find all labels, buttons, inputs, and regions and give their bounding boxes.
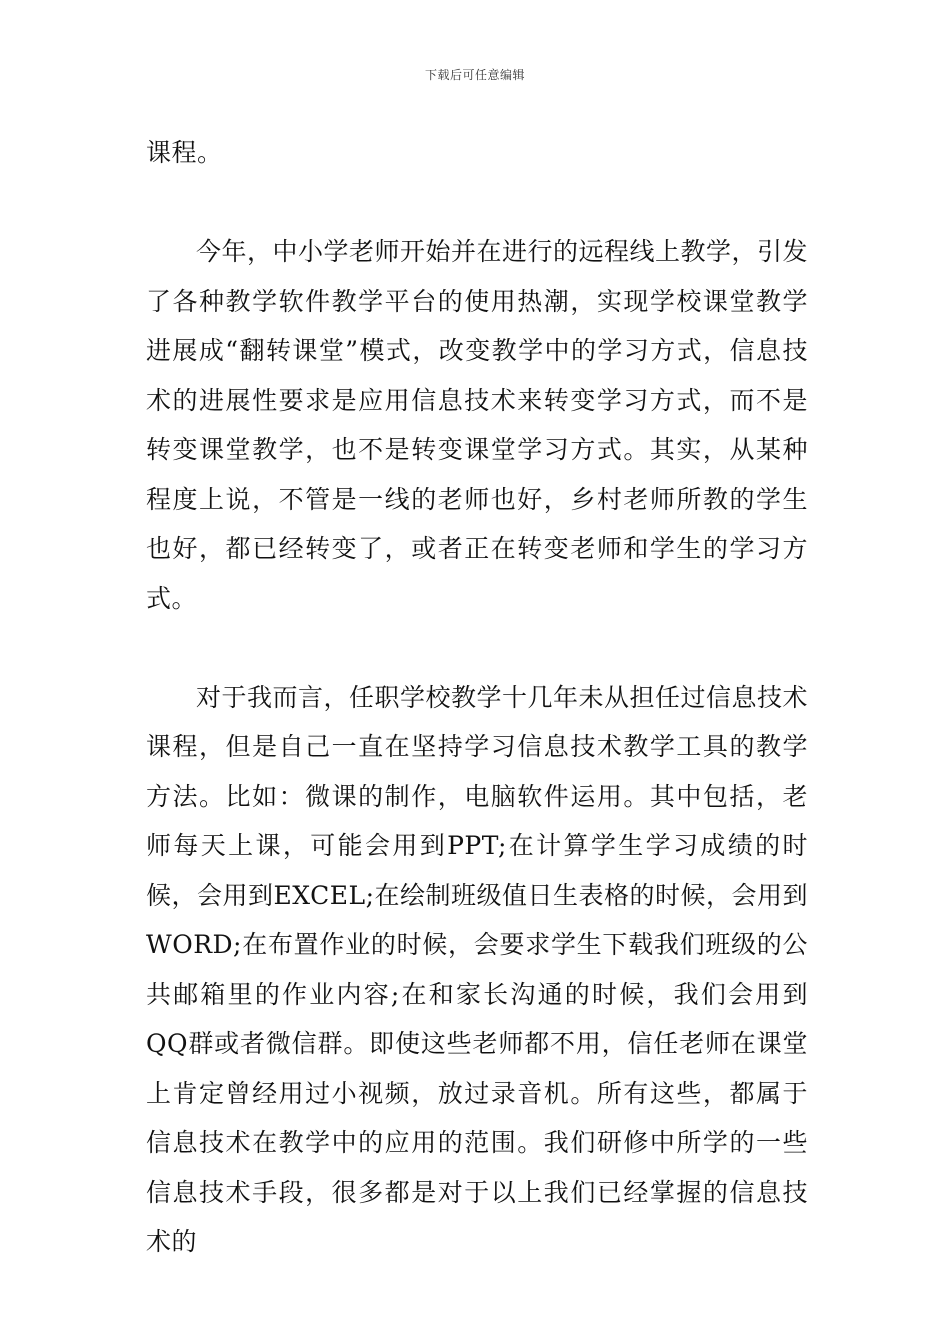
- paragraph-remote-teaching: 今年，中小学老师开始并在进行的远程线上教学，引发了各种教学软件教学平台的使用热潮，实现学校课堂教学进展成“翻转课堂”模式，改变教学中的学习方式，信息技术的进展性要求是应用信息技术来转变学习方式，而不是转变课堂教学，也不是转变课堂学习方式。其实，从某种程度上说，不管是一线的老师也好，乡村老师所教的学生也好，都已经转变了，或者正在转变老师和学生的学习方式。: [146, 237, 809, 613]
- paragraph-continuation: 课程。: [146, 138, 223, 167]
- header-note: 下载后可任意编辑: [424, 68, 525, 82]
- paragraph-personal-experience: 对于我而言，任职学校教学十几年未从担任过信息技术课程，但是自己一直在坚持学习信息技术教学工具的教学方法。比如：微课的制作，电脑软件运用。其中包括，老师每天上课，可能会用到PPT;在计算学生学习成绩的时候，会用到EXCEL;在绘制班级值日生表格的时候，会用到WORD;在布置作业的时候，会要求学生下载我们班级的公共邮箱里的作业内容;在和家长沟通的时候，我们会用到QQ群或者微信群。即使这些老师都不用，信任老师在课堂上肯定曾经用过小视频，放过录音机。所有这些，都属于信息技术在教学中的应用的范围。我们研修中所学的一些信息技术手段，很多都是对于以上我们已经掌握的信息技术的: [146, 682, 809, 1256]
- body-text: [146, 128, 808, 1267]
